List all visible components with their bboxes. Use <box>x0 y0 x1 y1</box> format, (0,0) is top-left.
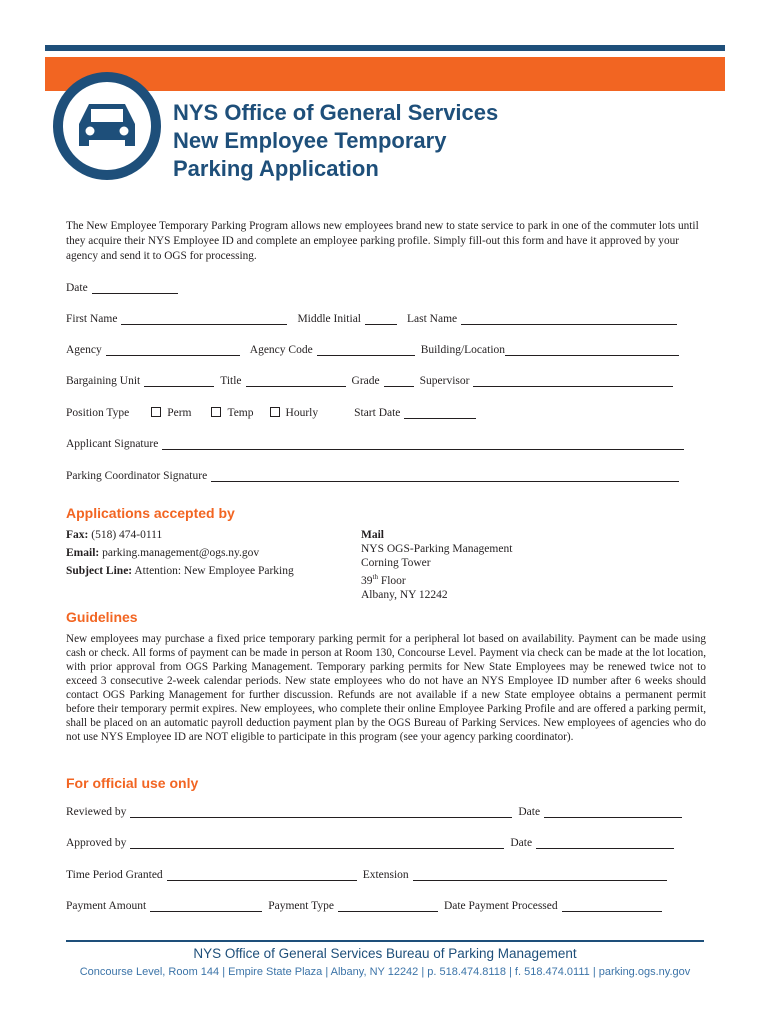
fax-line <box>66 526 294 544</box>
agency-row <box>66 340 706 356</box>
title-label: Title <box>220 375 242 387</box>
mail-label: Mail <box>361 529 384 541</box>
coordinator-signature-row <box>66 466 706 482</box>
subject-line <box>66 562 294 580</box>
extension-field[interactable] <box>413 868 667 881</box>
reviewed-date-field[interactable] <box>544 805 682 818</box>
footer-title: NYS Office of General Services Bureau of Parking Management <box>193 946 577 961</box>
bargaining-unit-field[interactable] <box>144 374 214 387</box>
reviewed-by-label: Reviewed by <box>66 806 127 818</box>
grade-label: Grade <box>351 375 380 387</box>
footer-divider <box>66 940 704 942</box>
email-line <box>66 544 294 562</box>
supervisor-field[interactable] <box>473 374 673 387</box>
approved-row <box>66 833 706 849</box>
approved-date-field[interactable] <box>536 836 674 849</box>
mail-line-1: NYS OGS-Parking Management <box>361 543 513 555</box>
first-name-label: First Name <box>66 313 118 325</box>
email-link[interactable]: parking.management@ogs.ny.gov <box>102 547 260 559</box>
date-processed-label: Date Payment Processed <box>443 900 558 912</box>
date-row <box>66 278 706 294</box>
mail-line-3: 39th Floor <box>361 573 406 587</box>
bargaining-row <box>66 371 706 387</box>
header-blue-bar <box>45 45 725 51</box>
official-use-heading: For official use only <box>66 775 199 791</box>
email-label: Email: <box>66 547 100 559</box>
applications-heading: Applications accepted by <box>66 505 235 521</box>
time-period-field[interactable] <box>167 868 357 881</box>
payment-type-label: Payment Type <box>268 900 334 912</box>
guidelines-heading: Guidelines <box>66 609 138 625</box>
grade-field[interactable] <box>384 374 414 387</box>
time-period-row <box>66 865 706 881</box>
agency-field[interactable] <box>106 343 240 356</box>
title-field[interactable] <box>246 374 346 387</box>
hourly-label: Hourly <box>285 407 319 419</box>
guidelines-text: New employees may purchase a fixed price temporary parking permit for a peripheral lot based on availability. Payment can be made using cash or check. All forms of payment can be made in person at Room 130, Concourse Level. Payment via check can be made at the lot location, with prior approval from OGS Parking Management. Temporary parking permits for New State Employees may be renewed twice not to exceed 3 consecutive 2-week calendar periods. New state employees who do not have an NYS Employee ID number after 6 weeks should contact OGS Parking Management for further discussion. Refunds are not available if a new State employee obtains a permanent permit before their temporary permit expires. New employees, who complete their online Employee Parking Profile and are offered a parking permit, shall be placed on an automatic payroll deduction payment plan by the OGS Bureau of Parking Services. New employees of agencies who do not use NYS Employee ID are NOT eligible to participate in this program (see your agency parking coordinator). <box>66 633 706 743</box>
first-name-field[interactable] <box>121 312 287 325</box>
coordinator-signature-field[interactable] <box>211 469 679 482</box>
mail-line-4: Albany, NY 12242 <box>361 588 448 601</box>
mail-line-2: Corning Tower <box>361 557 431 569</box>
agency-label: Agency <box>66 344 102 356</box>
start-date-label: Start Date <box>354 407 401 419</box>
bargaining-unit-label: Bargaining Unit <box>66 375 141 387</box>
title-line-2: New Employee Temporary <box>173 128 447 153</box>
page-title <box>173 99 498 183</box>
coordinator-signature-label: Parking Coordinator Signature <box>66 470 208 482</box>
middle-initial-field[interactable] <box>365 312 397 325</box>
intro-paragraph: The New Employee Temporary Parking Program allows new employees brand new to state service to park in one of the commuter lots until they acquire their NYS Employee ID and complete an employee parking profile. Simply fill-out this form and have it approved by your agency and send it to OGS for processing. <box>66 220 699 262</box>
date-processed-field[interactable] <box>562 899 662 912</box>
position-type-label: Position Type <box>66 407 130 419</box>
date-field[interactable] <box>92 281 178 294</box>
last-name-label: Last Name <box>407 313 458 325</box>
last-name-field[interactable] <box>461 312 677 325</box>
fax-label: Fax: <box>66 529 89 541</box>
header-orange-bar <box>45 57 725 91</box>
time-period-label: Time Period Granted <box>66 869 163 881</box>
subject-label: Subject Line: <box>66 565 133 577</box>
date-label: Date <box>66 282 88 294</box>
approved-by-field[interactable] <box>130 836 504 849</box>
perm-label: Perm <box>167 407 192 419</box>
middle-initial-label: Middle Initial <box>297 313 361 325</box>
position-row <box>66 403 706 419</box>
subject-value: Attention: New Employee Parking <box>134 565 294 577</box>
reviewed-by-field[interactable] <box>130 805 512 818</box>
temp-label: Temp <box>227 407 254 419</box>
extension-label: Extension <box>362 869 409 881</box>
applicant-signature-label: Applicant Signature <box>66 438 159 450</box>
perm-checkbox[interactable] <box>151 407 161 417</box>
mail-address <box>361 528 512 602</box>
reviewed-date-label: Date <box>518 806 541 818</box>
title-line-1: NYS Office of General Services <box>173 100 499 125</box>
fax-value: (518) 474-0111 <box>91 529 163 541</box>
building-field[interactable] <box>505 343 679 356</box>
payment-row <box>66 896 706 912</box>
name-row <box>66 309 706 325</box>
footer-contact: Concourse Level, Room 144 | Empire State Plaza | Albany, NY 12242 | p. 518.474.8118 | f. 518.474.0111 | parking.ogs.ny.gov <box>79 966 691 978</box>
logo-circle <box>53 72 161 180</box>
payment-amount-field[interactable] <box>150 899 262 912</box>
payment-amount-label: Payment Amount <box>66 900 147 912</box>
building-label: Building/Location <box>420 344 506 356</box>
title-line-3: Parking Application <box>173 156 379 181</box>
reviewed-row <box>66 802 706 818</box>
car-icon <box>77 100 137 152</box>
hourly-checkbox[interactable] <box>270 407 280 417</box>
agency-code-label: Agency Code <box>249 344 313 356</box>
approved-date-label: Date <box>510 837 533 849</box>
contact-block <box>66 526 294 580</box>
temp-checkbox[interactable] <box>211 407 221 417</box>
payment-type-field[interactable] <box>338 899 438 912</box>
start-date-field[interactable] <box>404 406 476 419</box>
agency-code-field[interactable] <box>317 343 415 356</box>
supervisor-label: Supervisor <box>419 375 470 387</box>
approved-by-label: Approved by <box>66 837 127 849</box>
applicant-signature-field[interactable] <box>162 437 684 450</box>
applicant-signature-row <box>66 434 706 450</box>
